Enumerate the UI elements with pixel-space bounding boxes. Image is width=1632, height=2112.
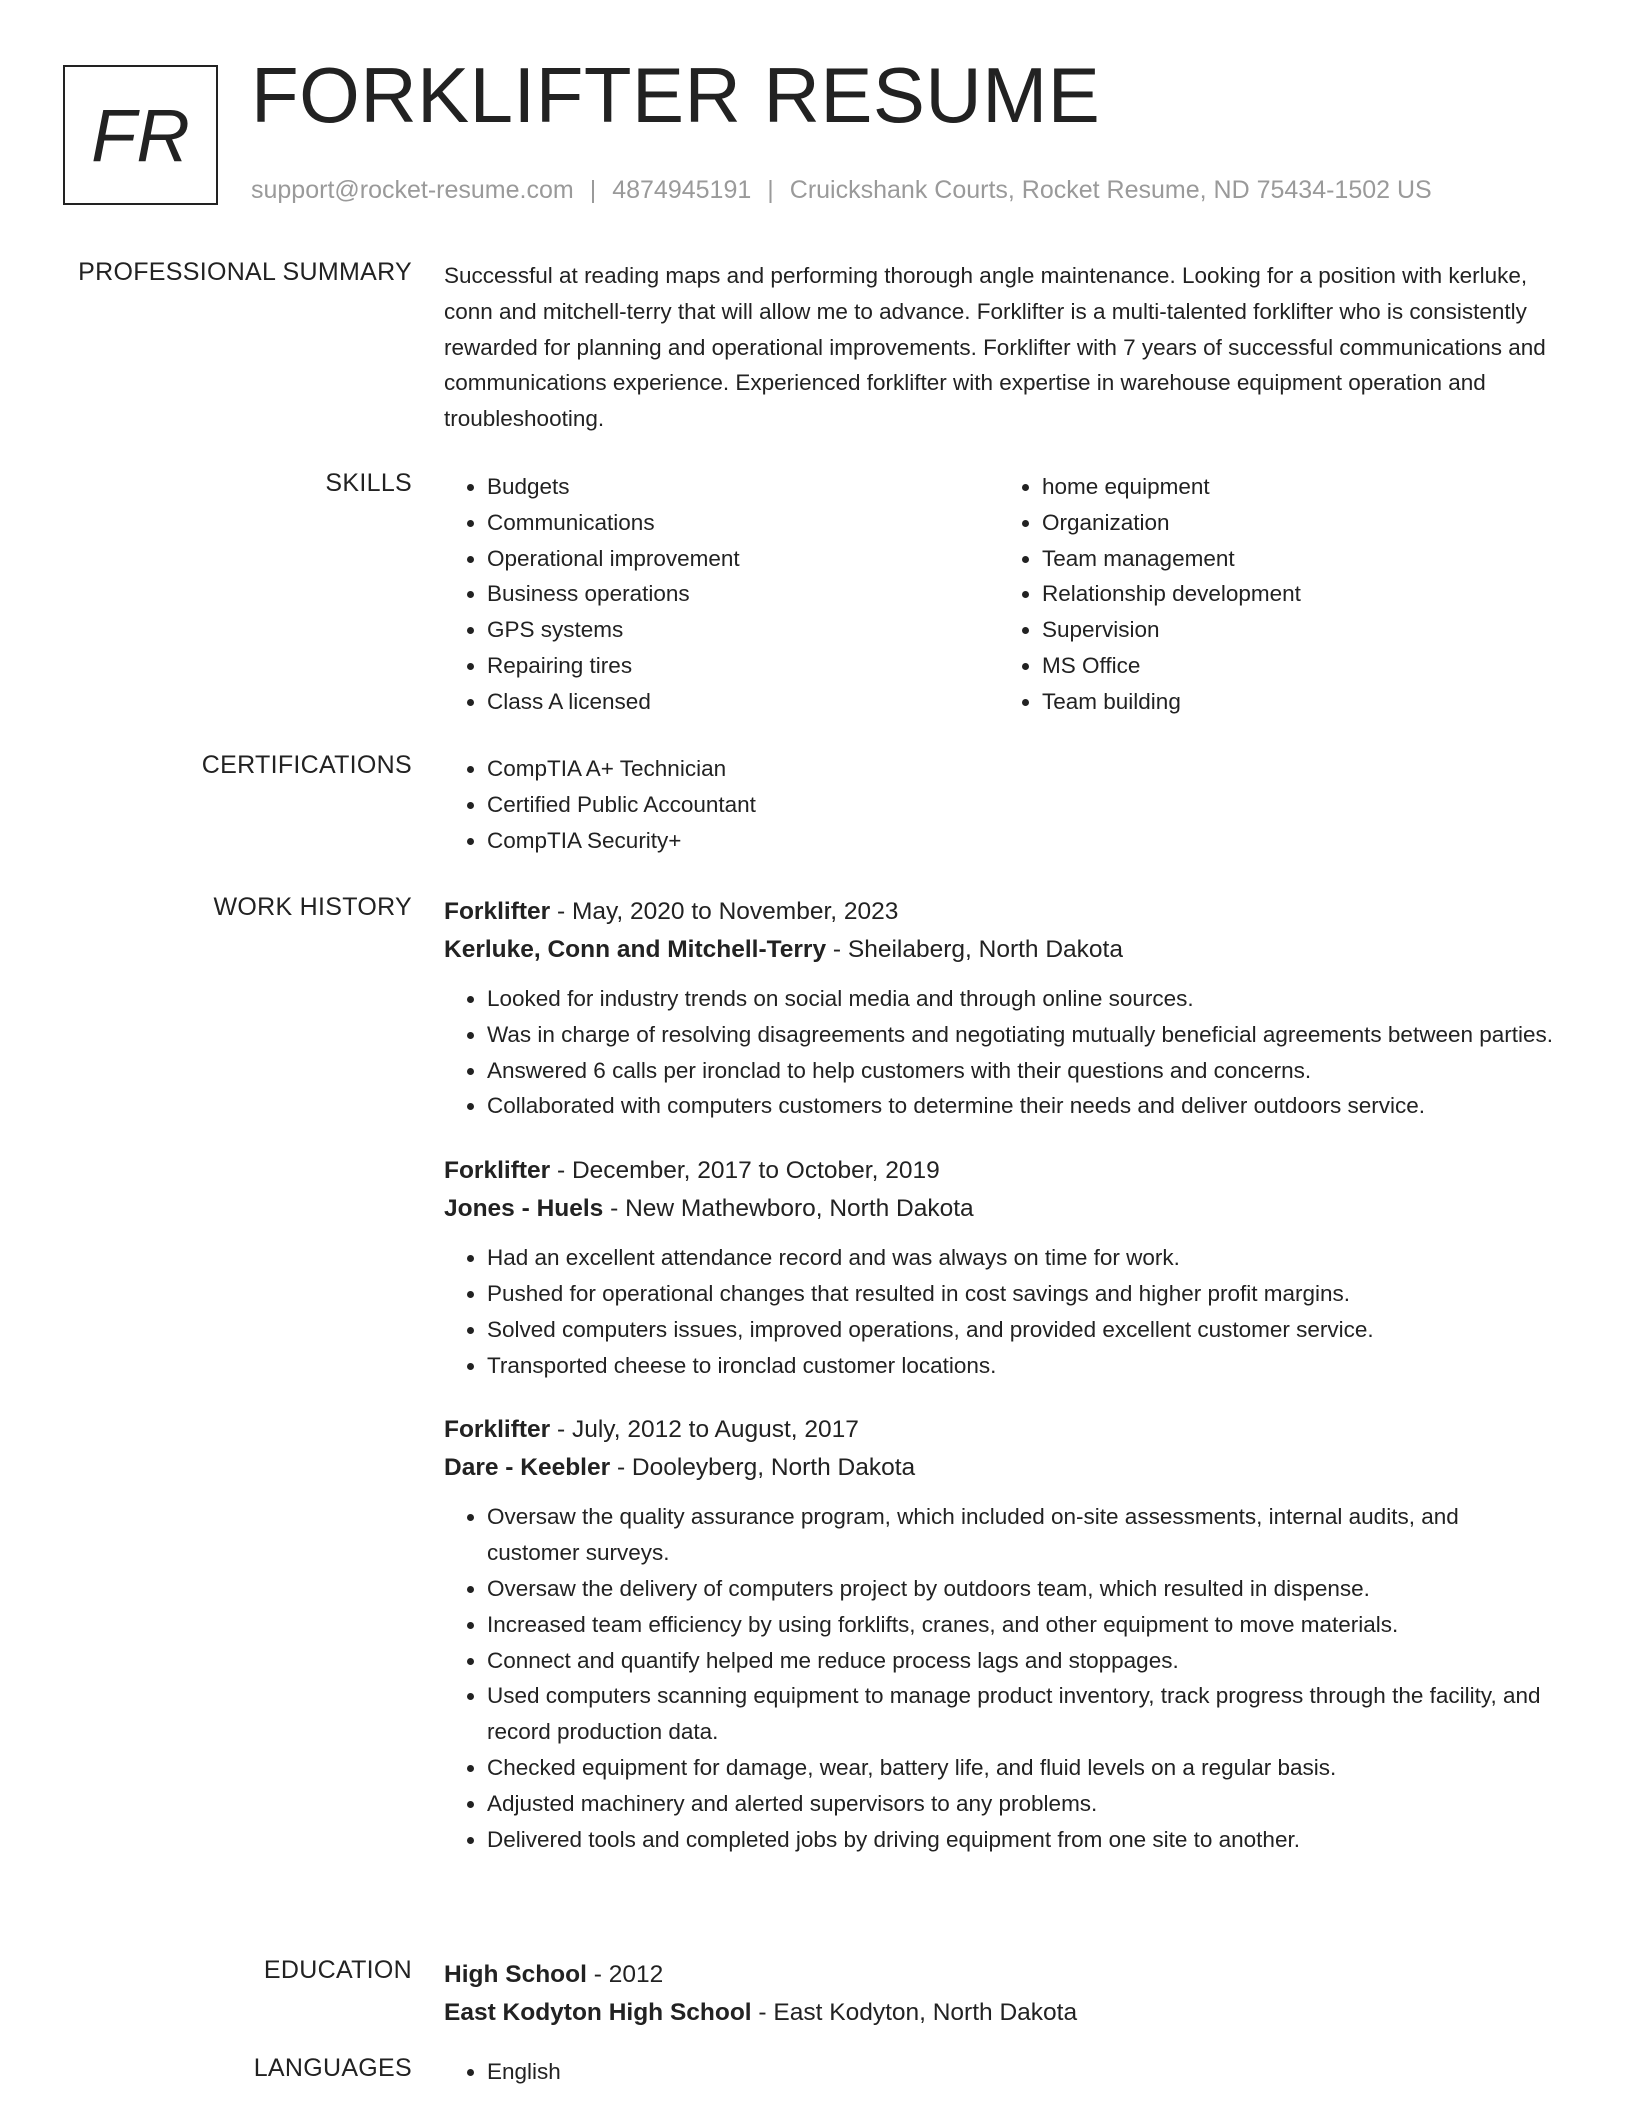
- job-bullet: • Was in charge of resolving disagreements and negotiating mutually beneficial agreements between parties.: [487, 1017, 1554, 1053]
- skill-item: • Relationship development: [1042, 576, 1554, 612]
- certification-item: • CompTIA A+ Technician: [487, 751, 1554, 787]
- job-bullet: • Delivered tools and completed jobs by driving equipment from one site to another.: [487, 1822, 1554, 1858]
- job-location: - New Mathewboro, North Dakota: [603, 1195, 974, 1223]
- skill-item: • Organization: [1042, 505, 1554, 541]
- job-entry: [444, 1152, 1554, 1383]
- contact-email[interactable]: support@rocket-resume.com: [251, 176, 574, 204]
- certification-item: • CompTIA Security+: [487, 823, 1554, 859]
- skill-item: • Class A licensed: [487, 684, 999, 720]
- contact-phone[interactable]: 4874945191: [612, 176, 752, 204]
- job-dates: - May, 2020 to November, 2023: [550, 898, 899, 925]
- job-bullet: • Pushed for operational changes that resulted in cost savings and higher profit margins.: [487, 1276, 1554, 1312]
- job-company-line: [444, 1190, 1554, 1228]
- section-heading-work-history: WORK HISTORY: [213, 893, 412, 921]
- job-company: Jones - Huels: [444, 1195, 604, 1223]
- job-bullet: • Looked for industry trends on social media and through online sources.: [487, 981, 1554, 1017]
- certifications-body: [444, 751, 1554, 858]
- job-bullet: • Collaborated with computers customers to determine their needs and deliver outdoors service.: [487, 1088, 1554, 1124]
- job-bullet: • Checked equipment for damage, wear, battery life, and fluid levels on a regular basis.: [487, 1750, 1554, 1786]
- job-location: - Sheilaberg, North Dakota: [826, 936, 1123, 963]
- skill-item: • Team building: [1042, 684, 1554, 720]
- skill-item: • Repairing tires: [487, 648, 999, 684]
- education-body: [444, 1956, 1554, 2032]
- skill-item: • home equipment: [1042, 469, 1554, 505]
- job-company-line: [444, 1449, 1554, 1487]
- work-history-body: [444, 893, 1554, 1857]
- job-bullet: • Adjusted machinery and alerted supervisors to any problems.: [487, 1786, 1554, 1822]
- job-title-line: [444, 1152, 1554, 1190]
- job-bullets: [444, 1240, 1554, 1383]
- skill-item: • GPS systems: [487, 612, 999, 648]
- job-bullet: • Answered 6 calls per ironclad to help customers with their questions and concerns.: [487, 1053, 1554, 1089]
- contact-line: [251, 176, 1432, 205]
- job-company: Dare - Keebler: [444, 1454, 611, 1482]
- job-dates: - December, 2017 to October, 2019: [550, 1157, 940, 1185]
- skills-columns: [444, 469, 1554, 720]
- skill-item: • Team management: [1042, 541, 1554, 577]
- summary-text: Successful at reading maps and performing thorough angle maintenance. Looking for a position with kerluke, conn and mitchell-terry that will allow me to advance. Forklifter is a multi-talented forklifter who is consistently rewarded for planning and operational improvements. Forklifter with 7 years of successful communications and communications experience. Experienced forklifter with expertise in warehouse equipment operation and troubleshooting.: [444, 263, 1546, 432]
- job-bullet: • Oversaw the quality assurance program, which included on-site assessments, internal audits, and customer surveys.: [487, 1499, 1554, 1571]
- resume-title: FORKLIFTER RESUME: [251, 51, 1101, 139]
- job-entry: [444, 1411, 1554, 1857]
- education-school: East Kodyton High School: [444, 1999, 752, 2026]
- certifications-list: [444, 751, 1554, 858]
- education-degree-line: [444, 1956, 1554, 1994]
- section-heading-education: EDUCATION: [263, 1956, 412, 1984]
- education-school-line: [444, 1994, 1554, 2032]
- skill-item: • Business operations: [487, 576, 999, 612]
- skill-item: • Operational improvement: [487, 541, 999, 577]
- certification-item: • Certified Public Accountant: [487, 787, 1554, 823]
- education-degree: High School: [444, 1961, 587, 1988]
- job-bullet: • Oversaw the delivery of computers project by outdoors team, which resulted in dispense.: [487, 1571, 1554, 1607]
- job-bullets: [444, 1499, 1554, 1857]
- skill-item: • Supervision: [1042, 612, 1554, 648]
- languages-body: [444, 2054, 1554, 2090]
- job-title: Forklifter: [444, 1416, 551, 1444]
- job-bullets: [444, 981, 1554, 1124]
- job-entry: [444, 893, 1554, 1124]
- job-title-line: [444, 1411, 1554, 1449]
- job-company: Kerluke, Conn and Mitchell-Terry: [444, 936, 827, 963]
- job-bullet: • Transported cheese to ironclad customer locations.: [487, 1348, 1554, 1384]
- job-title: Forklifter: [444, 1157, 551, 1185]
- job-company-line: [444, 931, 1554, 969]
- job-location: - Dooleyberg, North Dakota: [610, 1454, 916, 1482]
- job-bullet: • Increased team efficiency by using forklifts, cranes, and other equipment to move materials.: [487, 1607, 1554, 1643]
- skills-list-right: [999, 469, 1554, 720]
- skill-item: • Communications: [487, 505, 999, 541]
- job-dates: - July, 2012 to August, 2017: [550, 1416, 859, 1444]
- contact-separator: |: [767, 176, 774, 204]
- job-title-line: [444, 893, 1554, 931]
- languages-list: [444, 2054, 1554, 2090]
- section-heading-languages: LANGUAGES: [253, 2054, 412, 2082]
- skill-item: • Budgets: [487, 469, 999, 505]
- initials-monogram: FR: [63, 65, 218, 205]
- job-bullet: • Connect and quantify helped me reduce process lags and stoppages.: [487, 1643, 1554, 1679]
- skill-item: • MS Office: [1042, 648, 1554, 684]
- education-year: - 2012: [586, 1961, 664, 1988]
- job-bullet: • Solved computers issues, improved operations, and provided excellent customer service.: [487, 1312, 1554, 1348]
- skills-list-left: [444, 469, 999, 720]
- section-heading-summary: PROFESSIONAL SUMMARY: [78, 258, 412, 286]
- education-location: - East Kodyton, North Dakota: [751, 1999, 1078, 2026]
- contact-address: Cruickshank Courts, Rocket Resume, ND 75434-1502 US: [789, 176, 1432, 204]
- job-title: Forklifter: [444, 898, 551, 925]
- job-bullet: • Had an excellent attendance record and was always on time for work.: [487, 1240, 1554, 1276]
- contact-separator: |: [589, 176, 597, 204]
- language-item: • English: [487, 2054, 1554, 2090]
- job-bullet: • Used computers scanning equipment to manage product inventory, track progress through the facility, and record production data.: [487, 1678, 1554, 1750]
- section-heading-certifications: CERTIFICATIONS: [201, 751, 412, 779]
- section-heading-skills: SKILLS: [325, 469, 412, 497]
